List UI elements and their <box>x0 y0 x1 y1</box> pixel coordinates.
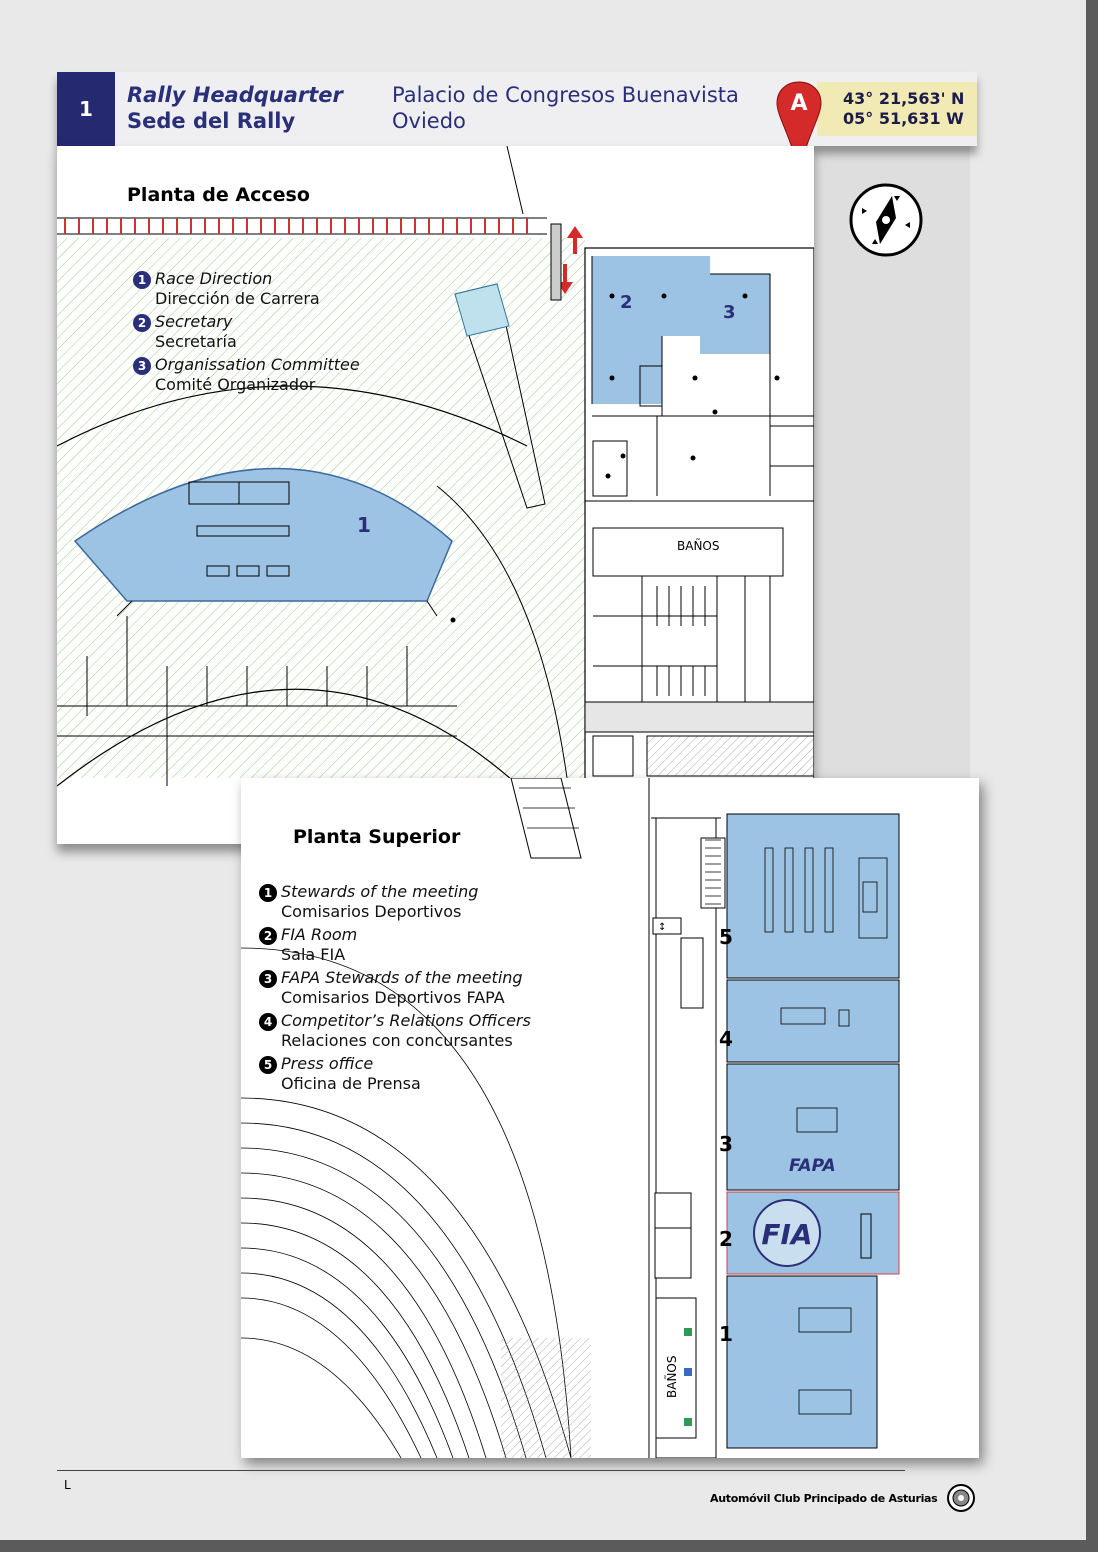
organization-name: Automóvil Club Principado de Asturias <box>710 1492 938 1505</box>
legend-es: Comité Organizador <box>155 375 316 394</box>
header-bar <box>57 72 977 146</box>
legend-number: 1 <box>259 884 277 902</box>
page-edge-bottom <box>0 1540 1098 1552</box>
title-spanish: Sede del Rally <box>127 109 296 133</box>
club-logo-icon <box>946 1483 976 1513</box>
section-title <box>127 82 343 134</box>
pin-label: A <box>790 91 808 116</box>
legend-es: Relaciones con concursantes <box>281 1031 513 1050</box>
page-edge-right <box>1086 0 1098 1552</box>
compass-icon <box>848 182 924 258</box>
title-english: Rally Headquarter <box>127 83 343 107</box>
access-room-1-label: 1 <box>357 513 371 537</box>
access-banos-label: BAÑOS <box>677 539 720 553</box>
page-letter: L <box>64 1478 71 1492</box>
access-room-3-label: 3 <box>723 302 736 323</box>
access-floor-legend <box>133 269 360 398</box>
legend-en: Competitor’s Relations Officers <box>281 1011 531 1030</box>
legend-es: Comisarios Deportivos <box>281 902 462 921</box>
upper-room-5-label: 5 <box>719 925 733 949</box>
upper-legend-item-5 <box>259 1054 531 1093</box>
upper-banos-label: BAÑOS <box>665 1355 679 1398</box>
legend-es: Oficina de Prensa <box>281 1074 421 1093</box>
legend-number: 1 <box>133 271 151 289</box>
legend-en: FIA Room <box>281 925 358 944</box>
upper-floor-drawing <box>241 778 979 1458</box>
upper-legend-item-1 <box>259 882 531 921</box>
legend-number: 3 <box>133 357 151 375</box>
legend-en: Race Direction <box>155 269 273 288</box>
legend-number: 2 <box>259 927 277 945</box>
upper-legend-item-3 <box>259 968 531 1007</box>
upper-room-4-label: 4 <box>719 1027 733 1051</box>
fapa-logo: FAPA <box>789 1156 836 1176</box>
access-room-2-label: 2 <box>620 292 633 313</box>
legend-en: Press office <box>281 1054 374 1073</box>
venue-name: Palacio de Congresos Buenavista <box>392 83 739 107</box>
legend-en: Stewards of the meeting <box>281 882 479 901</box>
legend-es: Secretaría <box>155 332 237 351</box>
legend-number: 3 <box>259 970 277 988</box>
footer-rule <box>57 1470 905 1471</box>
access-floor-plan <box>57 146 814 844</box>
upper-legend-item-4 <box>259 1011 531 1050</box>
upper-room-3-label: 3 <box>719 1132 733 1156</box>
access-floor-title: Planta de Acceso <box>127 184 310 206</box>
legend-en: FAPA Stewards of the meeting <box>281 968 523 987</box>
legend-number: 4 <box>259 1013 277 1031</box>
access-legend-item-3 <box>133 355 360 394</box>
legend-es: Comisarios Deportivos FAPA <box>281 988 505 1007</box>
venue <box>392 82 739 134</box>
legend-es: Dirección de Carrera <box>155 289 320 308</box>
upper-room-1-label: 1 <box>719 1322 733 1346</box>
venue-city: Oviedo <box>392 109 466 133</box>
upper-legend-item-2 <box>259 925 531 964</box>
upper-floor-legend <box>259 882 531 1097</box>
access-legend-item-1 <box>133 269 360 308</box>
legend-number: 5 <box>259 1056 277 1074</box>
access-floor-drawing <box>57 146 814 844</box>
upper-floor-title: Planta Superior <box>293 826 461 848</box>
upper-room-2-label: 2 <box>719 1227 733 1251</box>
fia-logo: FIA <box>761 1218 813 1251</box>
legend-number: 2 <box>133 314 151 332</box>
svg-text:↕: ↕ <box>658 922 667 933</box>
gps-coordinates <box>817 82 977 136</box>
legend-en: Secretary <box>155 312 233 331</box>
longitude: 05° 51,631 W <box>843 109 964 128</box>
access-legend-item-2 <box>133 312 360 351</box>
section-number: 1 <box>57 72 115 146</box>
upper-floor-plan <box>241 778 979 1458</box>
legend-en: Organissation Committee <box>155 355 360 374</box>
latitude: 43° 21,563' N <box>843 89 965 108</box>
legend-es: Sala FIA <box>281 945 346 964</box>
